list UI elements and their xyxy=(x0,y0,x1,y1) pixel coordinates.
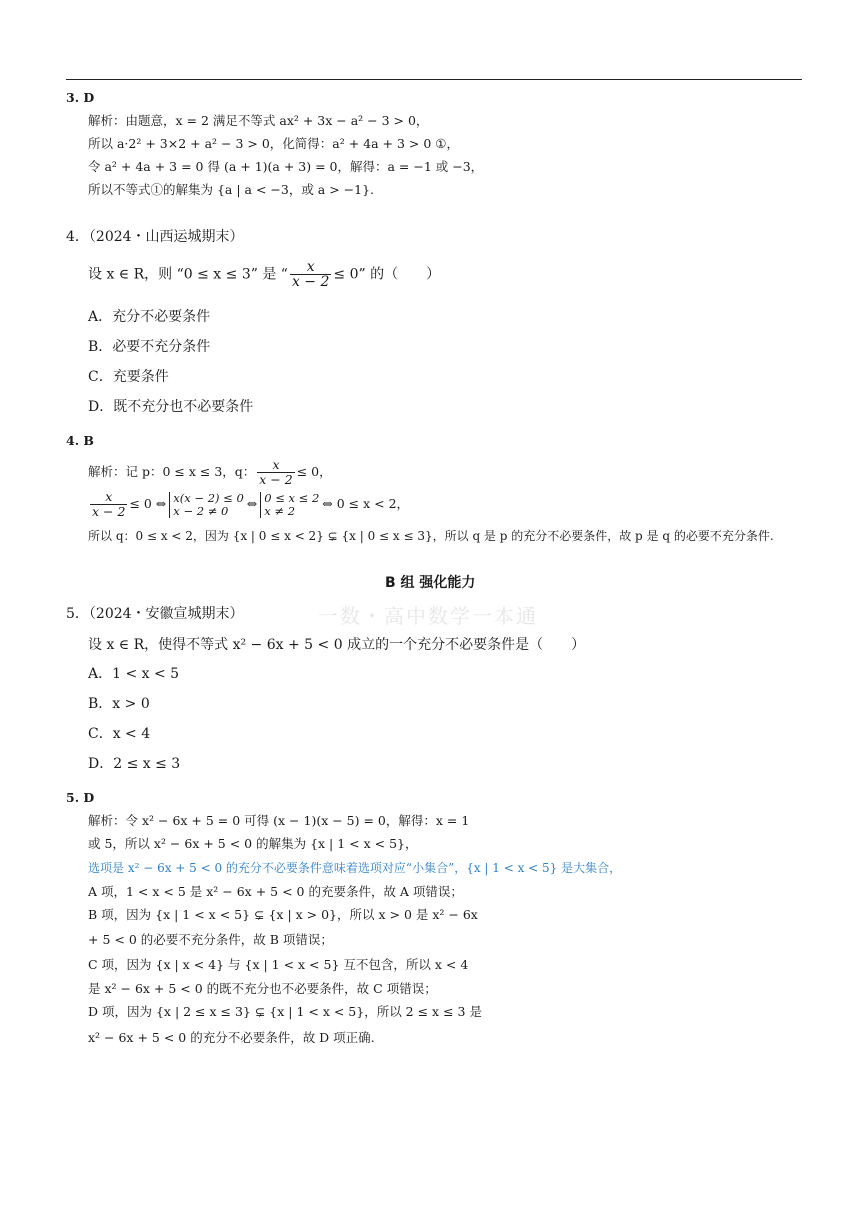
answer-4-text: 解析：记 p：0 ≤ x ≤ 3，q： xyxy=(88,464,256,479)
answer-5-line: C 项，因为 {x | x < 4} 与 {x | 1 < x < 5} 互不包含，所以 x < 4 xyxy=(88,957,469,972)
question-5-stem: 设 x ∈ R，使得不等式 x² − 6x + 5 < 0 成立的一个充分不必要条件是（ ） xyxy=(88,637,586,653)
answer-5-line: A 项，1 < x < 5 是 x² − 6x + 5 < 0 的充要条件，故 A 项错误； xyxy=(88,884,463,899)
fraction-numerator: x xyxy=(90,490,127,505)
option-a: A．充分不必要条件 xyxy=(88,309,211,325)
option-b: B．必要不充分条件 xyxy=(88,339,211,355)
question-4-stem-b: ≤ 0” 的（ ） xyxy=(333,266,441,283)
fraction-numerator: x xyxy=(257,458,294,473)
system-row: x(x − 2) ≤ 0 xyxy=(173,490,244,505)
answer-4-heading: 4. B xyxy=(66,433,94,448)
answer-4-line xyxy=(88,458,332,487)
header-rule xyxy=(66,79,802,80)
answer-5-line: 是 x² − 6x + 5 < 0 的既不充分也不必要条件，故 C 项错误； xyxy=(88,981,437,996)
answer-4-text: ⇔ 0 ≤ x < 2， xyxy=(322,496,410,511)
answer-5-line: + 5 < 0 的必要不充分条件，故 B 项错误； xyxy=(88,932,333,947)
answer-5-line: 或 5，所以 x² − 6x + 5 < 0 的解集为 {x | 1 < x < 5}， xyxy=(88,836,418,851)
system-row: 0 ≤ x ≤ 2 xyxy=(264,490,320,505)
fraction-denominator: x − 2 xyxy=(259,472,293,487)
fraction-denominator: x − 2 xyxy=(92,504,126,519)
answer-5-line: B 项，因为 {x | 1 < x < 5} ⊊ {x | x > 0}，所以 x > 0 是 x² − 6x xyxy=(88,907,478,922)
answer-3-line: 解析：由题意，x = 2 满足不等式 ax² + 3x − a² − 3 > 0， xyxy=(88,113,429,128)
watermark: 一数・高中数学一本通 xyxy=(318,604,538,628)
question-4-fraction xyxy=(290,260,331,289)
fraction-denominator: x − 2 xyxy=(291,274,330,290)
answer-5-line: x² − 6x + 5 < 0 的充分不必要条件，故 D 项正确. xyxy=(88,1030,375,1045)
fraction-numerator: x xyxy=(290,260,331,275)
question-4-stem xyxy=(88,260,440,289)
answer-5-heading: 5. D xyxy=(66,790,95,805)
option-d: D．2 ≤ x ≤ 3 xyxy=(88,756,181,772)
inequality-system-1 xyxy=(169,492,243,518)
answer-4-fraction xyxy=(257,458,294,487)
option-c: C．x < 4 xyxy=(88,726,151,742)
system-row: x ≠ 2 xyxy=(264,503,296,518)
group-b-title: B 组 强化能力 xyxy=(385,575,476,591)
option-d: D．既不充分也不必要条件 xyxy=(88,399,254,415)
question-4-stem-a: 设 x ∈ R，则 “0 ≤ x ≤ 3” 是 “ xyxy=(88,266,288,283)
answer-5-hint: 选项是 x² − 6x + 5 < 0 的充分不必要条件意味着选项对应“小集合”，{x | 1 < x < 5} 是大集合， xyxy=(88,861,622,875)
inequality-system-2 xyxy=(260,492,319,518)
option-b: B．x > 0 xyxy=(88,696,150,712)
option-a: A．1 < x < 5 xyxy=(88,666,180,682)
answer-4-fraction xyxy=(90,490,127,519)
system-row: x − 2 ≠ 0 xyxy=(173,503,229,518)
answer-3-line: 所以 a·2² + 3×2 + a² − 3 > 0，化简得：a² + 4a + 3 > 0 ①， xyxy=(88,136,460,151)
answer-4-text: ≤ 0， xyxy=(296,464,332,479)
answer-4-equivalence xyxy=(88,490,409,519)
answer-3-line: 所以不等式①的解集为 {a | a < −3，或 a > −1}. xyxy=(88,182,375,197)
question-4-source: 4．（2024・山西运城期末） xyxy=(66,229,244,245)
option-c: C．充要条件 xyxy=(88,369,169,385)
answer-3-line: 令 a² + 4a + 3 = 0 得 (a + 1)(a + 3) = 0，解得：a = −1 或 −3， xyxy=(88,159,484,174)
answer-5-line: D 项，因为 {x | 2 ≤ x ≤ 3} ⊊ {x | 1 < x < 5}，所以 2 ≤ x ≤ 3 是 xyxy=(88,1004,482,1019)
question-5-source: 5．（2024・安徽宣城期末） xyxy=(66,606,244,622)
answer-5-line: 解析：令 x² − 6x + 5 = 0 可得 (x − 1)(x − 5) = 0，解得：x = 1 xyxy=(88,813,470,828)
answer-4-text: ≤ 0 ⇔ xyxy=(129,496,167,511)
answer-4-text: ⇔ xyxy=(246,496,258,511)
answer-3-heading: 3. D xyxy=(66,90,95,105)
answer-4-conclusion: 所以 q：0 ≤ x < 2，因为 {x | 0 ≤ x < 2} ⊊ {x | 0 ≤ x ≤ 3}，所以 q 是 p 的充分不必要条件，故 p 是 q 的必要不充分条件. xyxy=(88,529,774,543)
